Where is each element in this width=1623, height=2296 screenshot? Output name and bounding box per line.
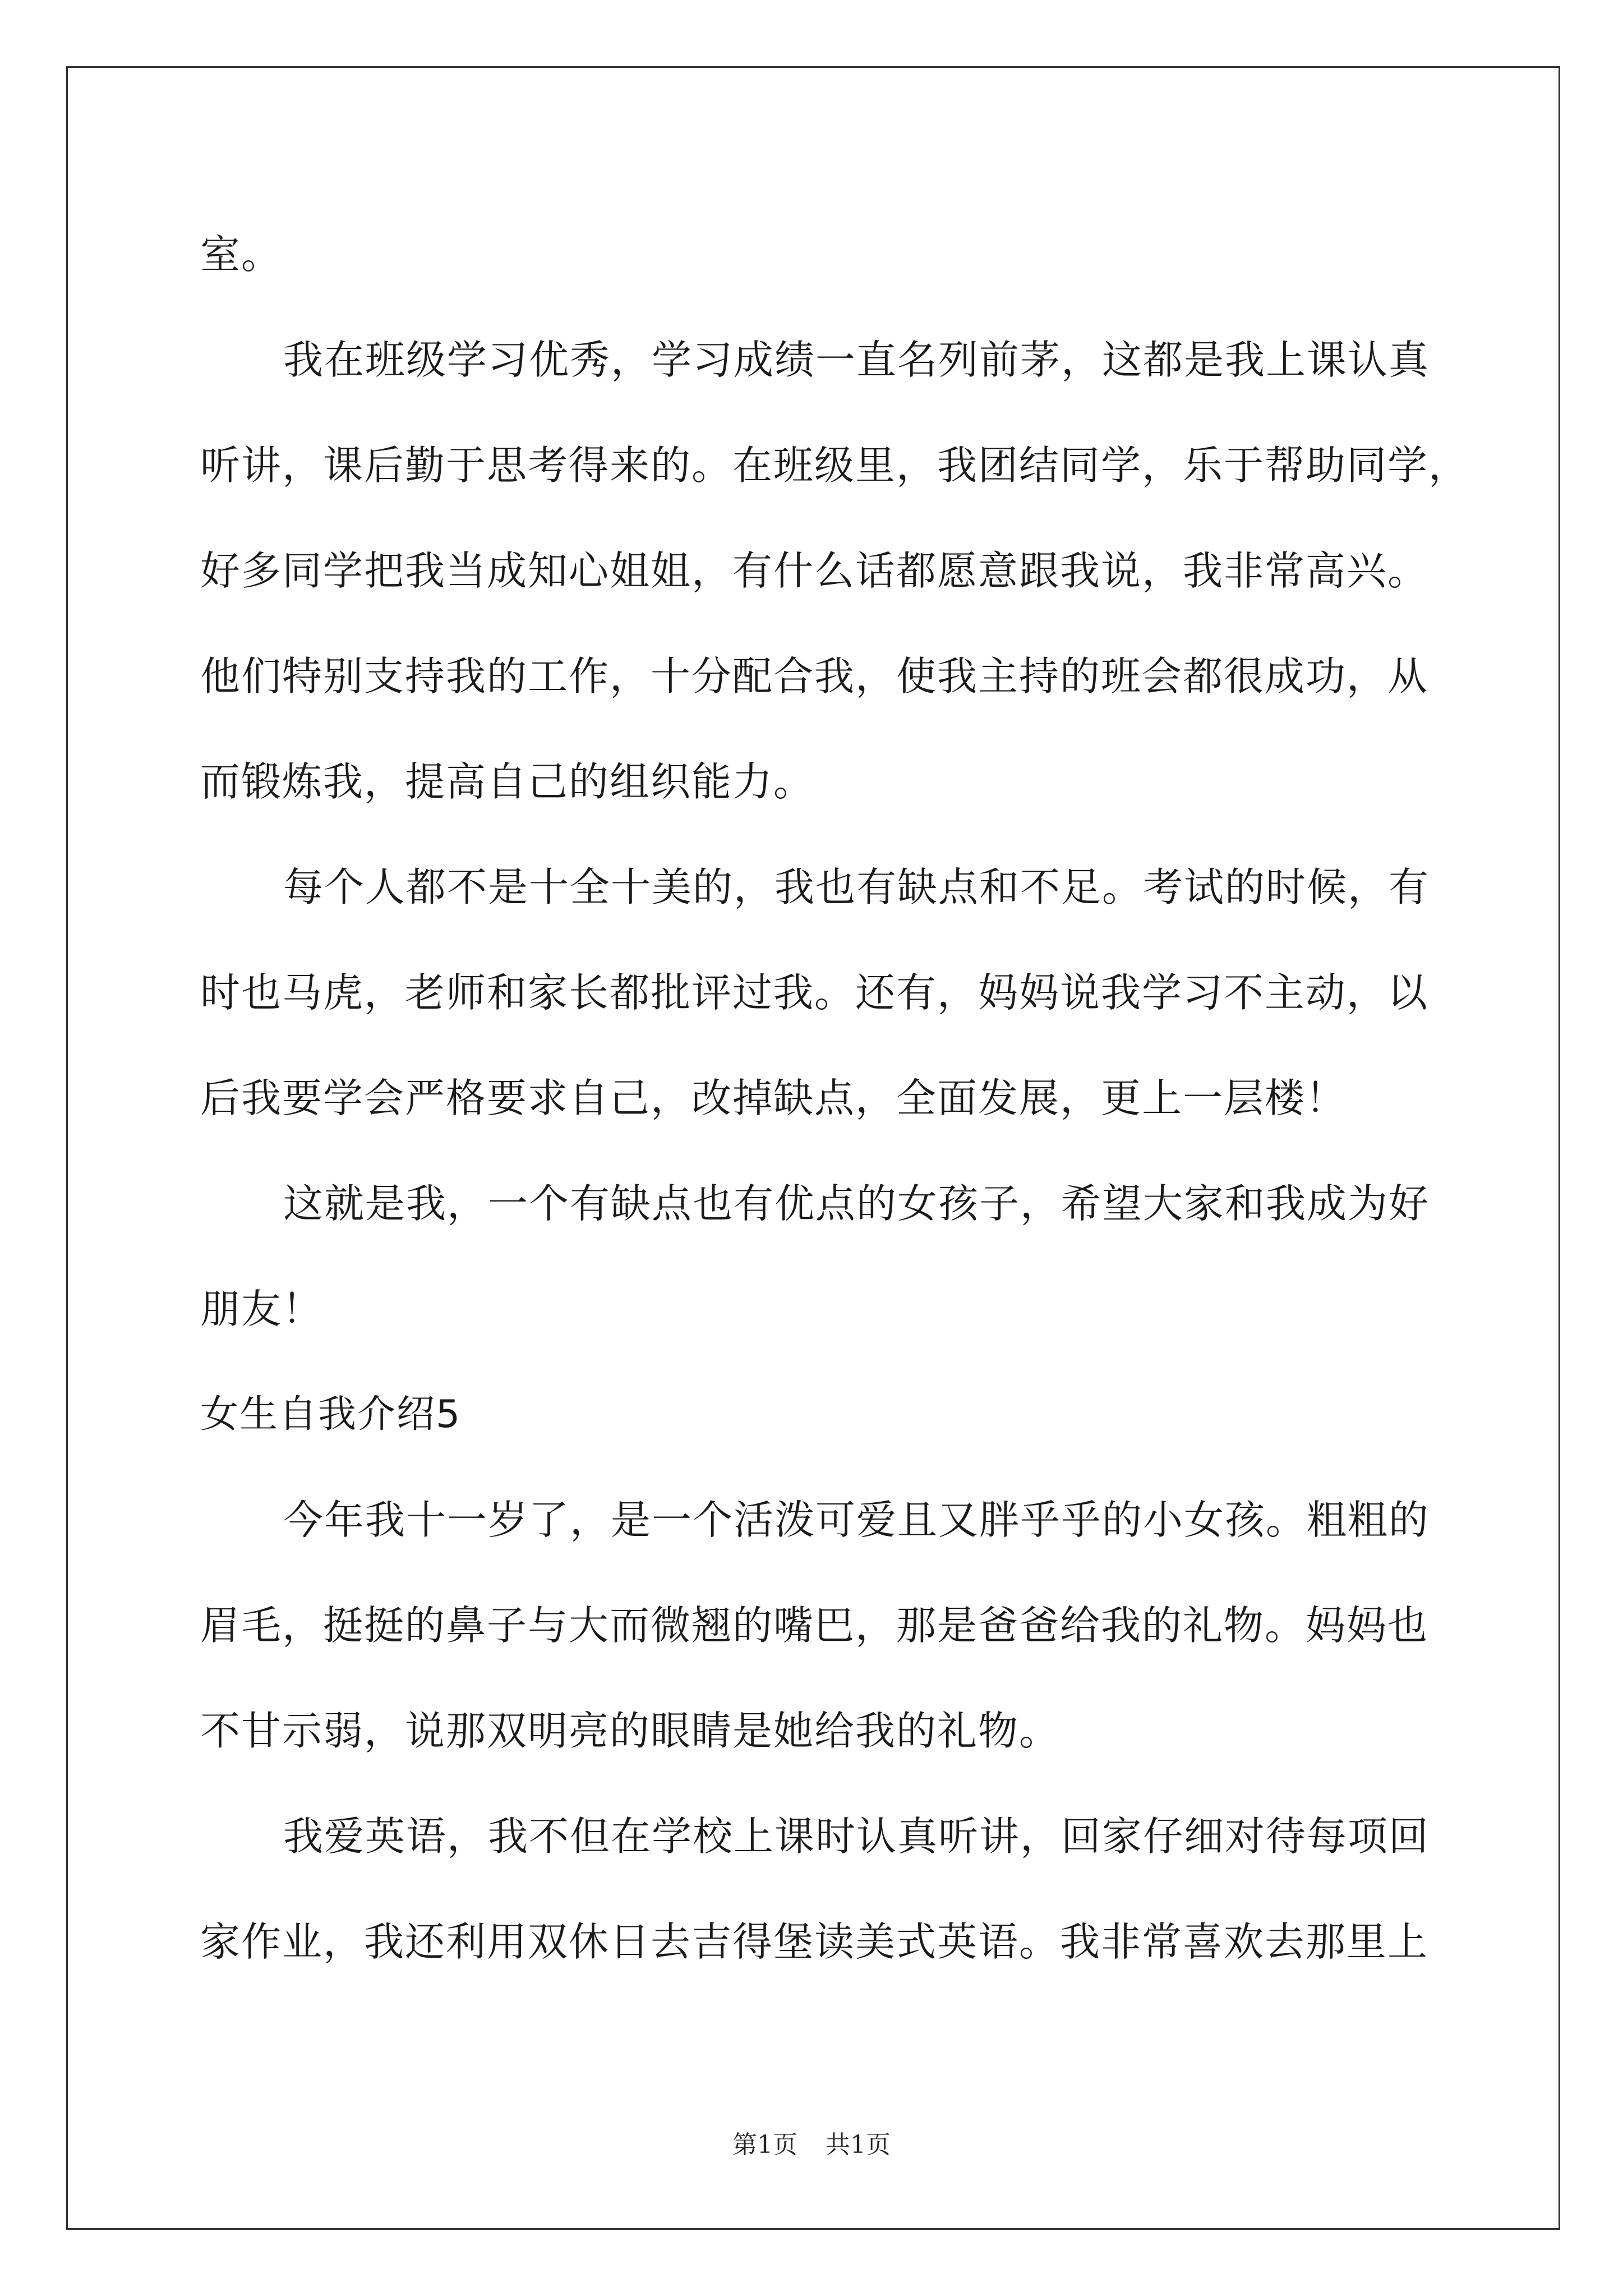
text-line: 他们特别支持我的工作，十分配合我，使我主持的班会都很成功，从 [200, 653, 1429, 700]
text-line: 时也马虎，老师和家长都批评过我。还有，妈妈说我学习不主动，以 [200, 969, 1429, 1016]
text-line: 我爱英语，我不但在学校上课时认真听讲，回家仔细对待每项回 [283, 1813, 1430, 1860]
text-line: 每个人都不是十全十美的，我也有缺点和不足。考试的时候，有 [283, 864, 1430, 910]
text-line: 而锻炼我，提高自己的组织能力。 [200, 758, 815, 805]
document-body [200, 202, 1470, 1995]
text-line: 好多同学把我当成知心姐姐，有什么话都愿意跟我说，我非常高兴。 [200, 547, 1429, 594]
page-total: 共1页 [826, 2131, 891, 2159]
page-footer [0, 2124, 1623, 2160]
text-line: 这就是我，一个有缺点也有优点的女孩子，希望大家和我成为好 [283, 1180, 1430, 1227]
text-line: 听讲，课后勤于思考得来的。在班级里，我团结同学，乐于帮助同学， [200, 442, 1470, 489]
text-line: 我在班级学习优秀，学习成绩一直名列前茅，这都是我上课认真 [283, 337, 1430, 383]
text-line: 室。 [200, 231, 283, 278]
text-line: 今年我十一岁了，是一个活泼可爱且又胖乎乎的小女孩。粗粗的 [283, 1497, 1430, 1543]
page-number: 第1页 [732, 2131, 797, 2159]
text-line: 家作业，我还利用双休日去吉得堡读美式英语。我非常喜欢去那里上 [200, 1918, 1429, 1965]
section-heading: 女生自我介绍5 [200, 1392, 462, 1437]
text-line: 后我要学会严格要求自己，改掉缺点，全面发展，更上一层楼！ [200, 1075, 1347, 1121]
text-line: 眉毛，挺挺的鼻子与大而微翘的嘴巴，那是爸爸给我的礼物。妈妈也 [200, 1602, 1429, 1649]
text-line: 不甘示弱，说那双明亮的眼睛是她给我的礼物。 [200, 1708, 1061, 1754]
text-line: 朋友！ [200, 1286, 324, 1332]
